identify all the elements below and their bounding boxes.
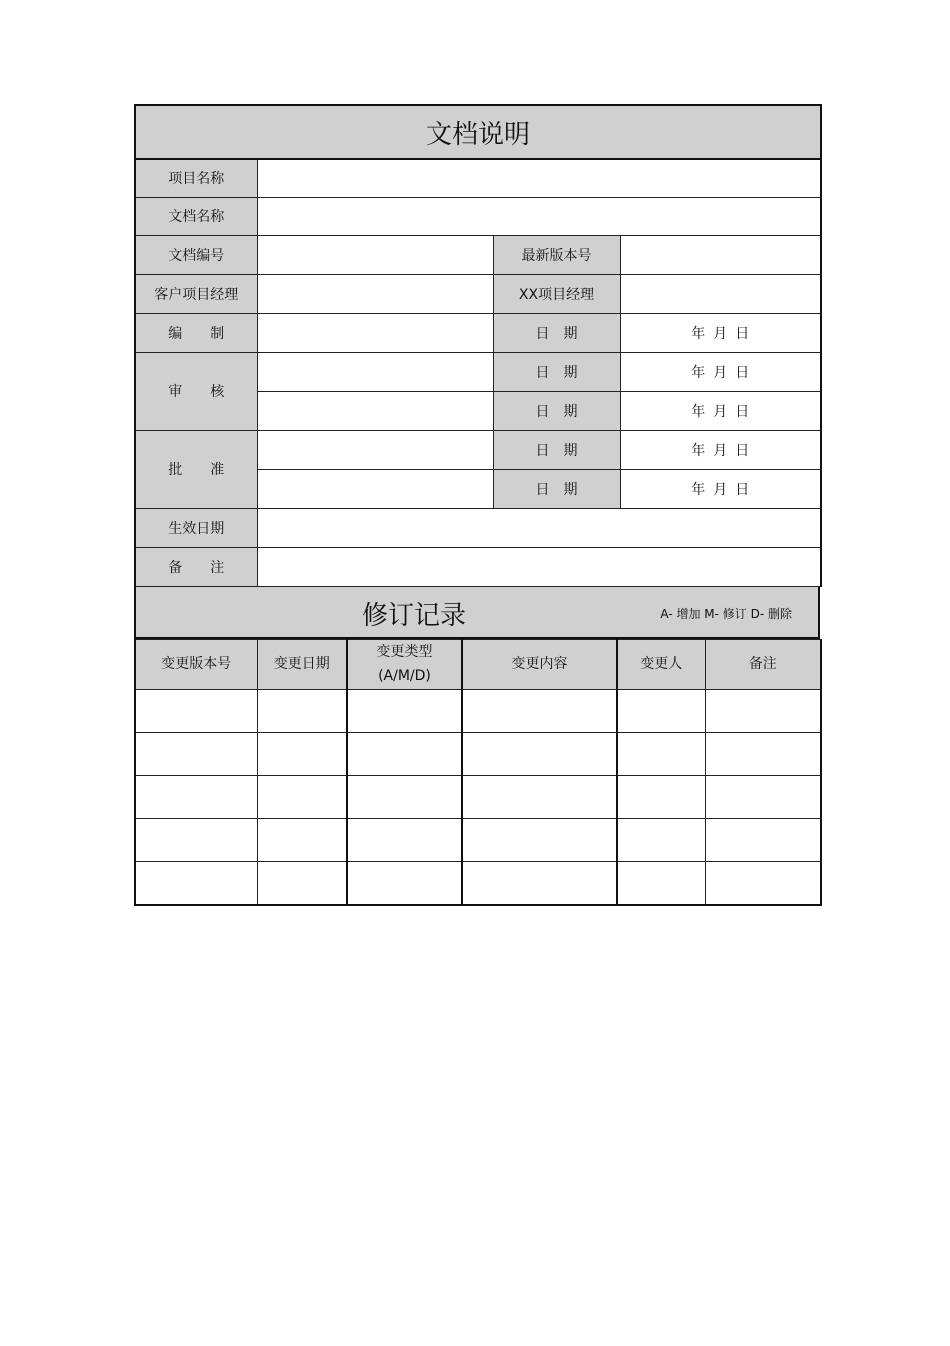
cell-changer[interactable]	[617, 861, 705, 905]
cell-remarks[interactable]	[705, 861, 821, 905]
cell-changer[interactable]	[617, 732, 705, 775]
cell-version[interactable]	[135, 732, 257, 775]
doc-name-label: 文档名称	[135, 197, 257, 235]
prepared-date-label: 日 期	[493, 313, 620, 352]
table-row	[135, 732, 821, 775]
review-field-2[interactable]	[257, 391, 493, 430]
latest-version-field[interactable]	[620, 235, 821, 274]
review-label: 审 核	[135, 352, 257, 430]
approve-date-label-2: 日 期	[493, 469, 620, 508]
cell-change-content[interactable]	[462, 775, 617, 818]
doc-info-title: 文档说明	[135, 105, 821, 159]
table-row	[135, 689, 821, 732]
revision-title: 修订记录	[362, 600, 467, 631]
client-pm-label: 客户项目经理	[135, 274, 257, 313]
doc-name-field[interactable]	[257, 197, 821, 235]
doc-number-label: 文档编号	[135, 235, 257, 274]
cell-change-content[interactable]	[462, 818, 617, 861]
remarks-field[interactable]	[257, 547, 821, 586]
cell-change-type[interactable]	[347, 732, 462, 775]
review-date-field-2[interactable]: 年 月 日	[620, 391, 821, 430]
cell-change-date[interactable]	[257, 818, 347, 861]
cell-change-type[interactable]	[347, 861, 462, 905]
header-changer: 变更人	[617, 639, 705, 689]
approve-date-field-1[interactable]: 年 月 日	[620, 430, 821, 469]
document-sheet	[134, 104, 820, 906]
table-row	[135, 861, 821, 905]
approve-field-1[interactable]	[257, 430, 493, 469]
cell-change-date[interactable]	[257, 775, 347, 818]
cell-change-content[interactable]	[462, 689, 617, 732]
cell-change-date[interactable]	[257, 689, 347, 732]
cell-change-content[interactable]	[462, 732, 617, 775]
effective-date-label: 生效日期	[135, 508, 257, 547]
xx-pm-field[interactable]	[620, 274, 821, 313]
cell-remarks[interactable]	[705, 732, 821, 775]
header-change-content: 变更内容	[462, 639, 617, 689]
cell-version[interactable]	[135, 775, 257, 818]
client-pm-field[interactable]	[257, 274, 493, 313]
review-date-field-1[interactable]: 年 月 日	[620, 352, 821, 391]
effective-date-field[interactable]	[257, 508, 821, 547]
review-field-1[interactable]	[257, 352, 493, 391]
approve-date-label-1: 日 期	[493, 430, 620, 469]
cell-changer[interactable]	[617, 689, 705, 732]
table-row	[135, 818, 821, 861]
cell-remarks[interactable]	[705, 775, 821, 818]
prepared-field[interactable]	[257, 313, 493, 352]
review-date-label-1: 日 期	[493, 352, 620, 391]
revision-legend: A- 增加 M- 修订 D- 删除	[660, 606, 792, 621]
cell-version[interactable]	[135, 861, 257, 905]
cell-change-date[interactable]	[257, 732, 347, 775]
revision-table	[134, 639, 822, 906]
table-row	[135, 775, 821, 818]
header-remarks: 备注	[705, 639, 821, 689]
cell-change-type[interactable]	[347, 775, 462, 818]
document-info-table	[134, 104, 822, 587]
header-change-type-line1: 变更类型	[376, 644, 433, 660]
review-date-label-2: 日 期	[493, 391, 620, 430]
header-change-type	[347, 639, 462, 689]
cell-change-date[interactable]	[257, 861, 347, 905]
cell-changer[interactable]	[617, 775, 705, 818]
prepared-date-field[interactable]: 年 月 日	[620, 313, 821, 352]
header-change-type-line2: (A/M/D)	[378, 668, 431, 684]
cell-change-content[interactable]	[462, 861, 617, 905]
revision-title-bar	[134, 587, 820, 639]
doc-number-field[interactable]	[257, 235, 493, 274]
project-name-label: 项目名称	[135, 159, 257, 197]
xx-pm-label: XX项目经理	[493, 274, 620, 313]
cell-changer[interactable]	[617, 818, 705, 861]
approve-date-field-2[interactable]: 年 月 日	[620, 469, 821, 508]
cell-version[interactable]	[135, 689, 257, 732]
prepared-label: 编 制	[135, 313, 257, 352]
cell-remarks[interactable]	[705, 818, 821, 861]
cell-remarks[interactable]	[705, 689, 821, 732]
approve-field-2[interactable]	[257, 469, 493, 508]
project-name-field[interactable]	[257, 159, 821, 197]
cell-change-type[interactable]	[347, 818, 462, 861]
latest-version-label: 最新版本号	[493, 235, 620, 274]
header-change-date: 变更日期	[257, 639, 347, 689]
cell-version[interactable]	[135, 818, 257, 861]
cell-change-type[interactable]	[347, 689, 462, 732]
header-version: 变更版本号	[135, 639, 257, 689]
approve-label: 批 准	[135, 430, 257, 508]
remarks-label: 备 注	[135, 547, 257, 586]
